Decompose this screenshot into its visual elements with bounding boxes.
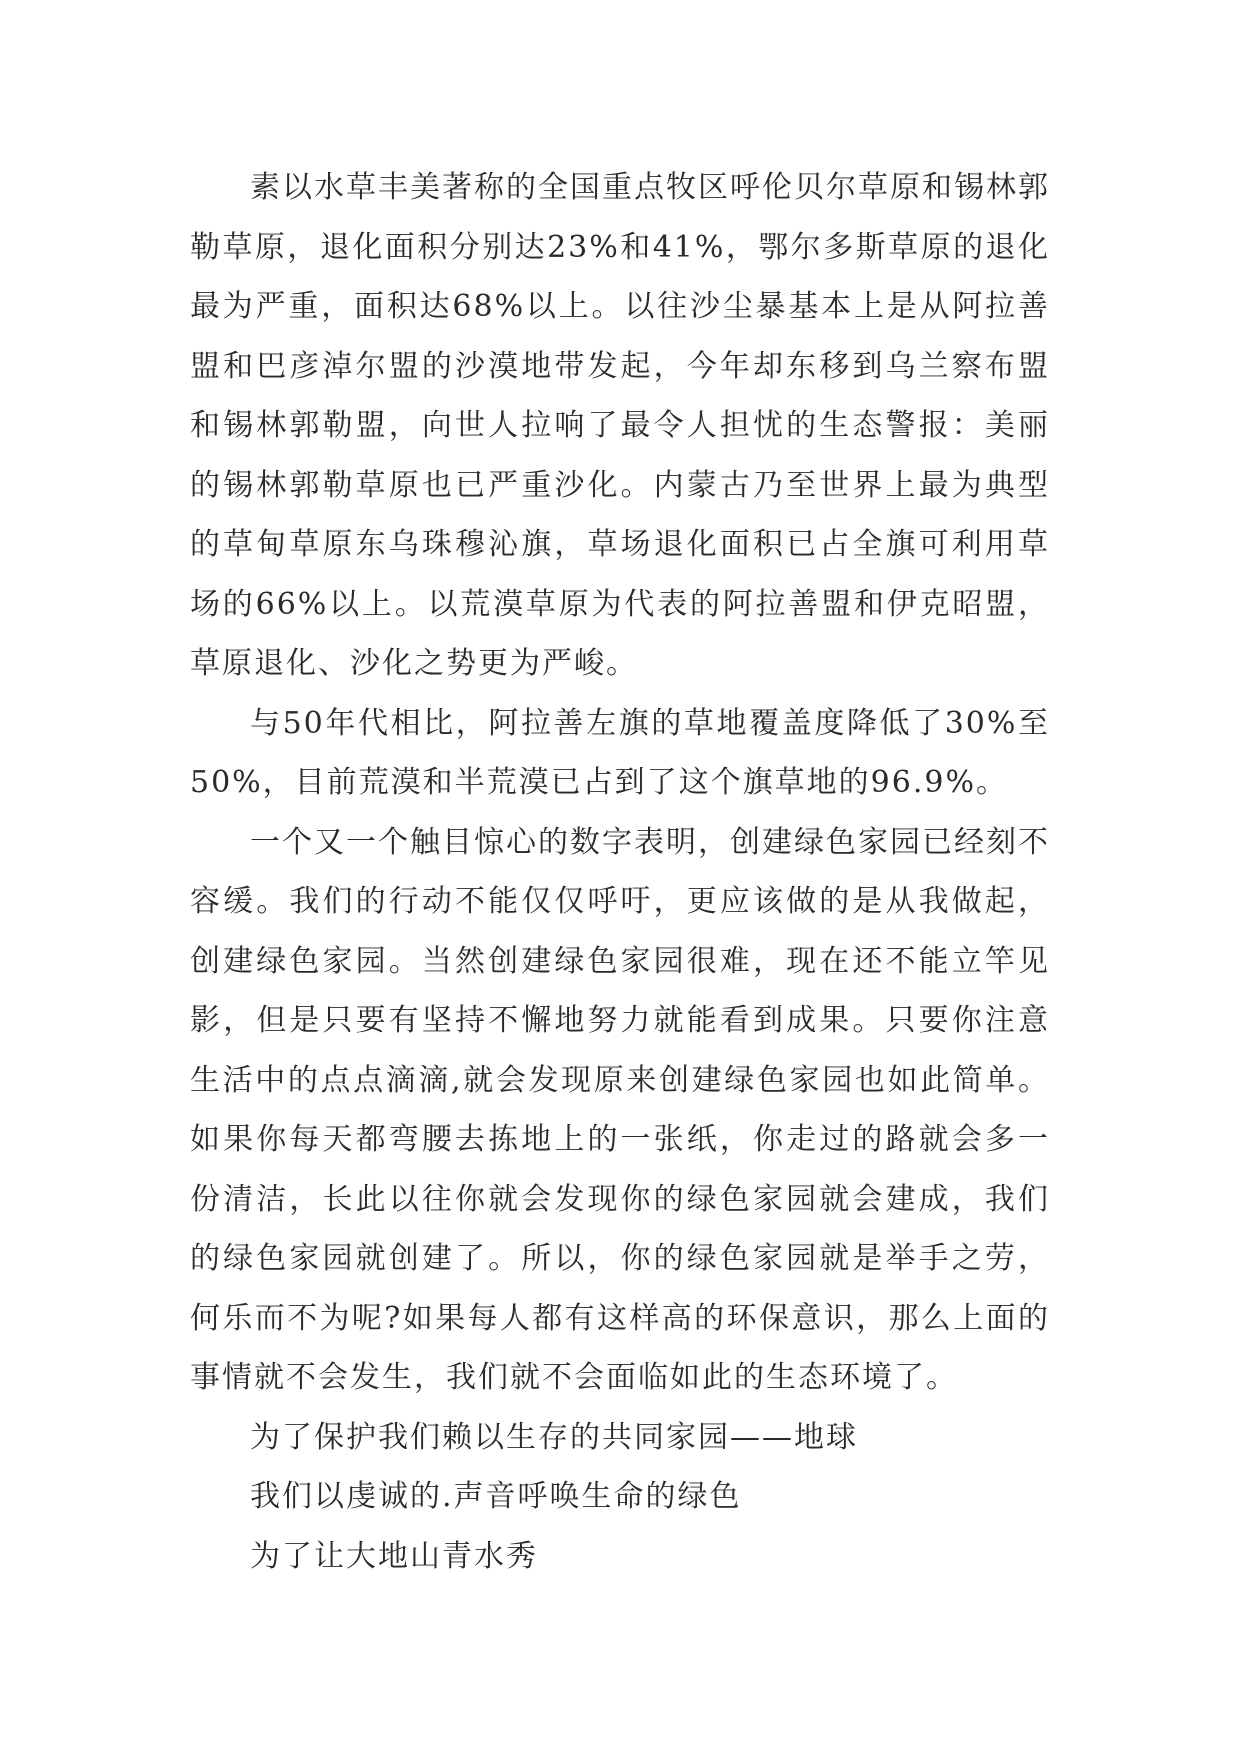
- paragraph-grassland-degradation: 素以水草丰美著称的全国重点牧区呼伦贝尔草原和锡林郭勒草原，退化面积分别达23%和41%，鄂尔多斯草原的退化最为严重，面积达68%以上。以往沙尘暴基本上是从阿拉善盟和巴彦淖尔盟的沙漠地带发起，今年却东移到乌兰察布盟和锡林郭勒盟，向世人拉响了最令人担忧的生态警报：美丽的锡林郭勒草原也已严重沙化。内蒙古乃至世界上最为典型的草甸草原东乌珠穆沁旗，草场退化面积已占全旗可利用草场的66%以上。以荒漠草原为代表的阿拉善盟和伊克昭盟，草原退化、沙化之势更为严峻。: [190, 170, 1050, 681]
- verse-line-1: 为了保护我们赖以生存的共同家园——地球: [250, 1419, 858, 1455]
- paragraph-alashan-statistics: 与50年代相比，阿拉善左旗的草地覆盖度降低了30%至50%，目前荒漠和半荒漠已占到了这个旗草地的96.9%。: [190, 705, 1050, 800]
- paragraph-green-home-call: 一个又一个触目惊心的数字表明，创建绿色家园已经刻不容缓。我们的行动不能仅仅呼吁，更应该做的是从我做起，创建绿色家园。当然创建绿色家园很难，现在还不能立竿见影，但是只要有坚持不懈地努力就能看到成果。只要你注意生活中的点点滴滴,就会发现原来创建绿色家园也如此简单。如果你每天都弯腰去拣地上的一张纸，你走过的路就会多一份清洁，长此以往你就会发现你的绿色家园就会建成，我们的绿色家园就创建了。所以，你的绿色家园就是举手之劳，何乐而不为呢?如果每人都有这样高的环保意识，那么上面的事情就不会发生，我们就不会面临如此的生态环境了。: [190, 824, 1050, 1395]
- verse-line-3: 为了让大地山青水秀: [250, 1538, 538, 1574]
- document-body: [190, 158, 1050, 1586]
- verse-line-2: 我们以虔诚的.声音呼唤生命的绿色: [250, 1479, 742, 1514]
